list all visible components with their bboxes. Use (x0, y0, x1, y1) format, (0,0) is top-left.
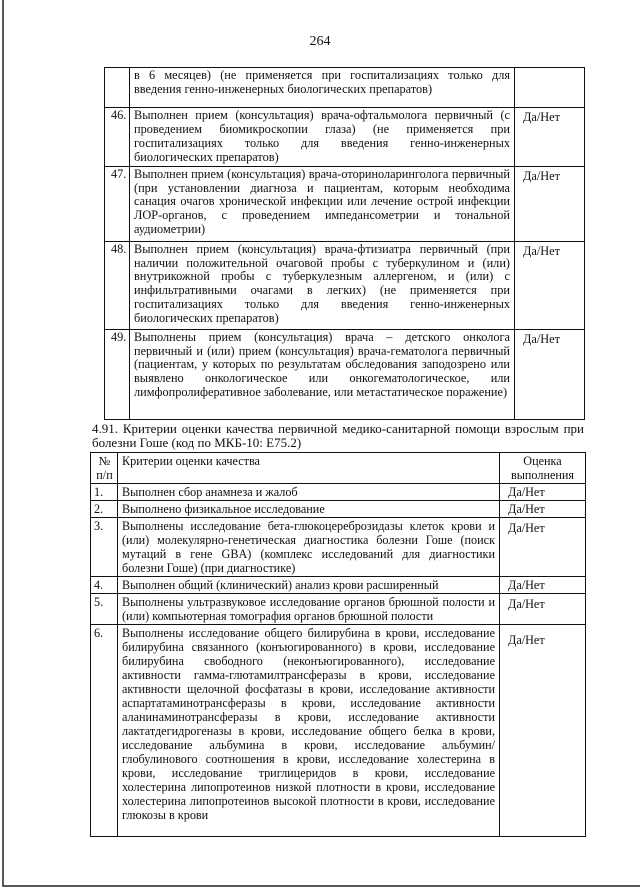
row-number: 46. (105, 108, 130, 167)
evaluation-cell: Да/Нет (515, 241, 585, 329)
criterion-text: в 6 месяцев) (не применяется при госпитализациях только для введения генно-инженерных биологических препаратов) (130, 68, 515, 108)
table-row (91, 501, 586, 518)
row-number: 4. (91, 577, 118, 594)
table-row (91, 484, 586, 501)
table-row (91, 594, 586, 625)
criterion-text: Выполнены исследование общего билирубина в крови, исследование билирубина связанного (конъюгированного) в крови, исследование билирубина свободного (неконъюгированного), исследование активности гамма-глютамилтрансферазы в крови, исследование активности щелочной фосфатазы в крови, исследование активности аспартатаминотрансферазы в крови, исследование активности аланинаминотрансферазы в крови, исследование активности лактатдегидрогеназы в крови, исследование общего белка в крови, исследование альбумина в крови, исследование альбумин/глобулинового соотношения в крови, исследование холестерина в крови, исследование триглицеридов в крови, исследование холестерина липопротеинов низкой плотности в крови, исследование холестерина липопротеинов высокой плотности в крови, исследование глюкозы в крови (118, 625, 500, 837)
header-evaluation: Оценка выполнения (500, 453, 586, 484)
evaluation-cell: Да/Нет (515, 108, 585, 167)
criterion-text: Выполнено физикальное исследование (118, 501, 500, 518)
row-number: 1. (91, 484, 118, 501)
table-header-row (91, 453, 586, 484)
row-number: 5. (91, 594, 118, 625)
evaluation-cell: Да/Нет (500, 518, 586, 577)
criterion-text: Выполнен общий (клинический) анализ крови расширенный (118, 577, 500, 594)
evaluation-cell: Да/Нет (500, 577, 586, 594)
row-number: 3. (91, 518, 118, 577)
gaucher-criteria-table (90, 452, 586, 837)
row-number: 48. (105, 241, 130, 329)
table-row (105, 329, 585, 419)
table-row (105, 108, 585, 167)
evaluation-cell: Да/Нет (500, 625, 586, 837)
criterion-text: Выполнен прием (консультация) врача-фтизиатра первичный (при наличии положительной очаговой пробы с туберкулином и (или) внутрикожной пробы с туберкулезным аллергеном, и (или) с инфильтративными очагами в легких) (не применяется при госпитализациях только для введения генно-инженерных биологических препаратов) (130, 241, 515, 329)
criteria-table-continued (104, 67, 585, 420)
evaluation-cell (515, 68, 585, 108)
header-number: № п/п (91, 453, 118, 484)
page-number: 264 (309, 34, 331, 49)
table-row (105, 166, 585, 241)
table-row (91, 625, 586, 837)
row-number: 49. (105, 329, 130, 419)
evaluation-cell: Да/Нет (500, 501, 586, 518)
row-number: 6. (91, 625, 118, 837)
evaluation-cell: Да/Нет (515, 166, 585, 241)
row-number: 2. (91, 501, 118, 518)
table-row (105, 241, 585, 329)
criterion-text: Выполнены ультразвуковое исследование органов брюшной полости и (или) компьютерная томография органов брюшной полости (118, 594, 500, 625)
criterion-text: Выполнены исследование бета-глюкоцереброзидазы клеток крови и (или) молекулярно-генетическая диагностика болезни Гоше (поиск мутаций в гене GBA) (комплекс исследований для диагностики болезни Гоше) (при диагностике) (118, 518, 500, 577)
criterion-text: Выполнен прием (консультация) врача-оториноларинголога первичный (при установлении диагноза и пациентам, которым необходима санация очагов хронической инфекции или лечение острой инфекции ЛОР-органов, с проведением импедансометрии и тональной аудиометрии) (130, 166, 515, 241)
criterion-text: Выполнен сбор анамнеза и жалоб (118, 484, 500, 501)
evaluation-cell: Да/Нет (515, 329, 585, 419)
row-number: 47. (105, 166, 130, 241)
header-criteria: Критерии оценки качества (118, 453, 500, 484)
table-row (91, 518, 586, 577)
table-row (91, 577, 586, 594)
evaluation-cell: Да/Нет (500, 594, 586, 625)
row-number (105, 68, 130, 108)
table-row (105, 68, 585, 108)
criterion-text: Выполнены прием (консультация) врача – детского онколога первичный и (или) прием (консультация) врача-гематолога первичный (пациентам, у которых по результатам обследования заподозрено или выявлено онкологическое или онкогематологическое, или лимфопролиферативное заболевание, или метастатическое поражение) (130, 329, 515, 419)
criterion-text: Выполнен прием (консультация) врача-офтальмолога первичный (с проведением биомикроскопии глаза) (не применяется при госпитализациях только для введения генно-инженерных биологических препаратов) (130, 108, 515, 167)
evaluation-cell: Да/Нет (500, 484, 586, 501)
section-heading: 4.91. Критерии оценки качества первичной медико-санитарной помощи взрослым при болезни Гоше (код по МКБ-10: E75.2) (92, 421, 584, 450)
